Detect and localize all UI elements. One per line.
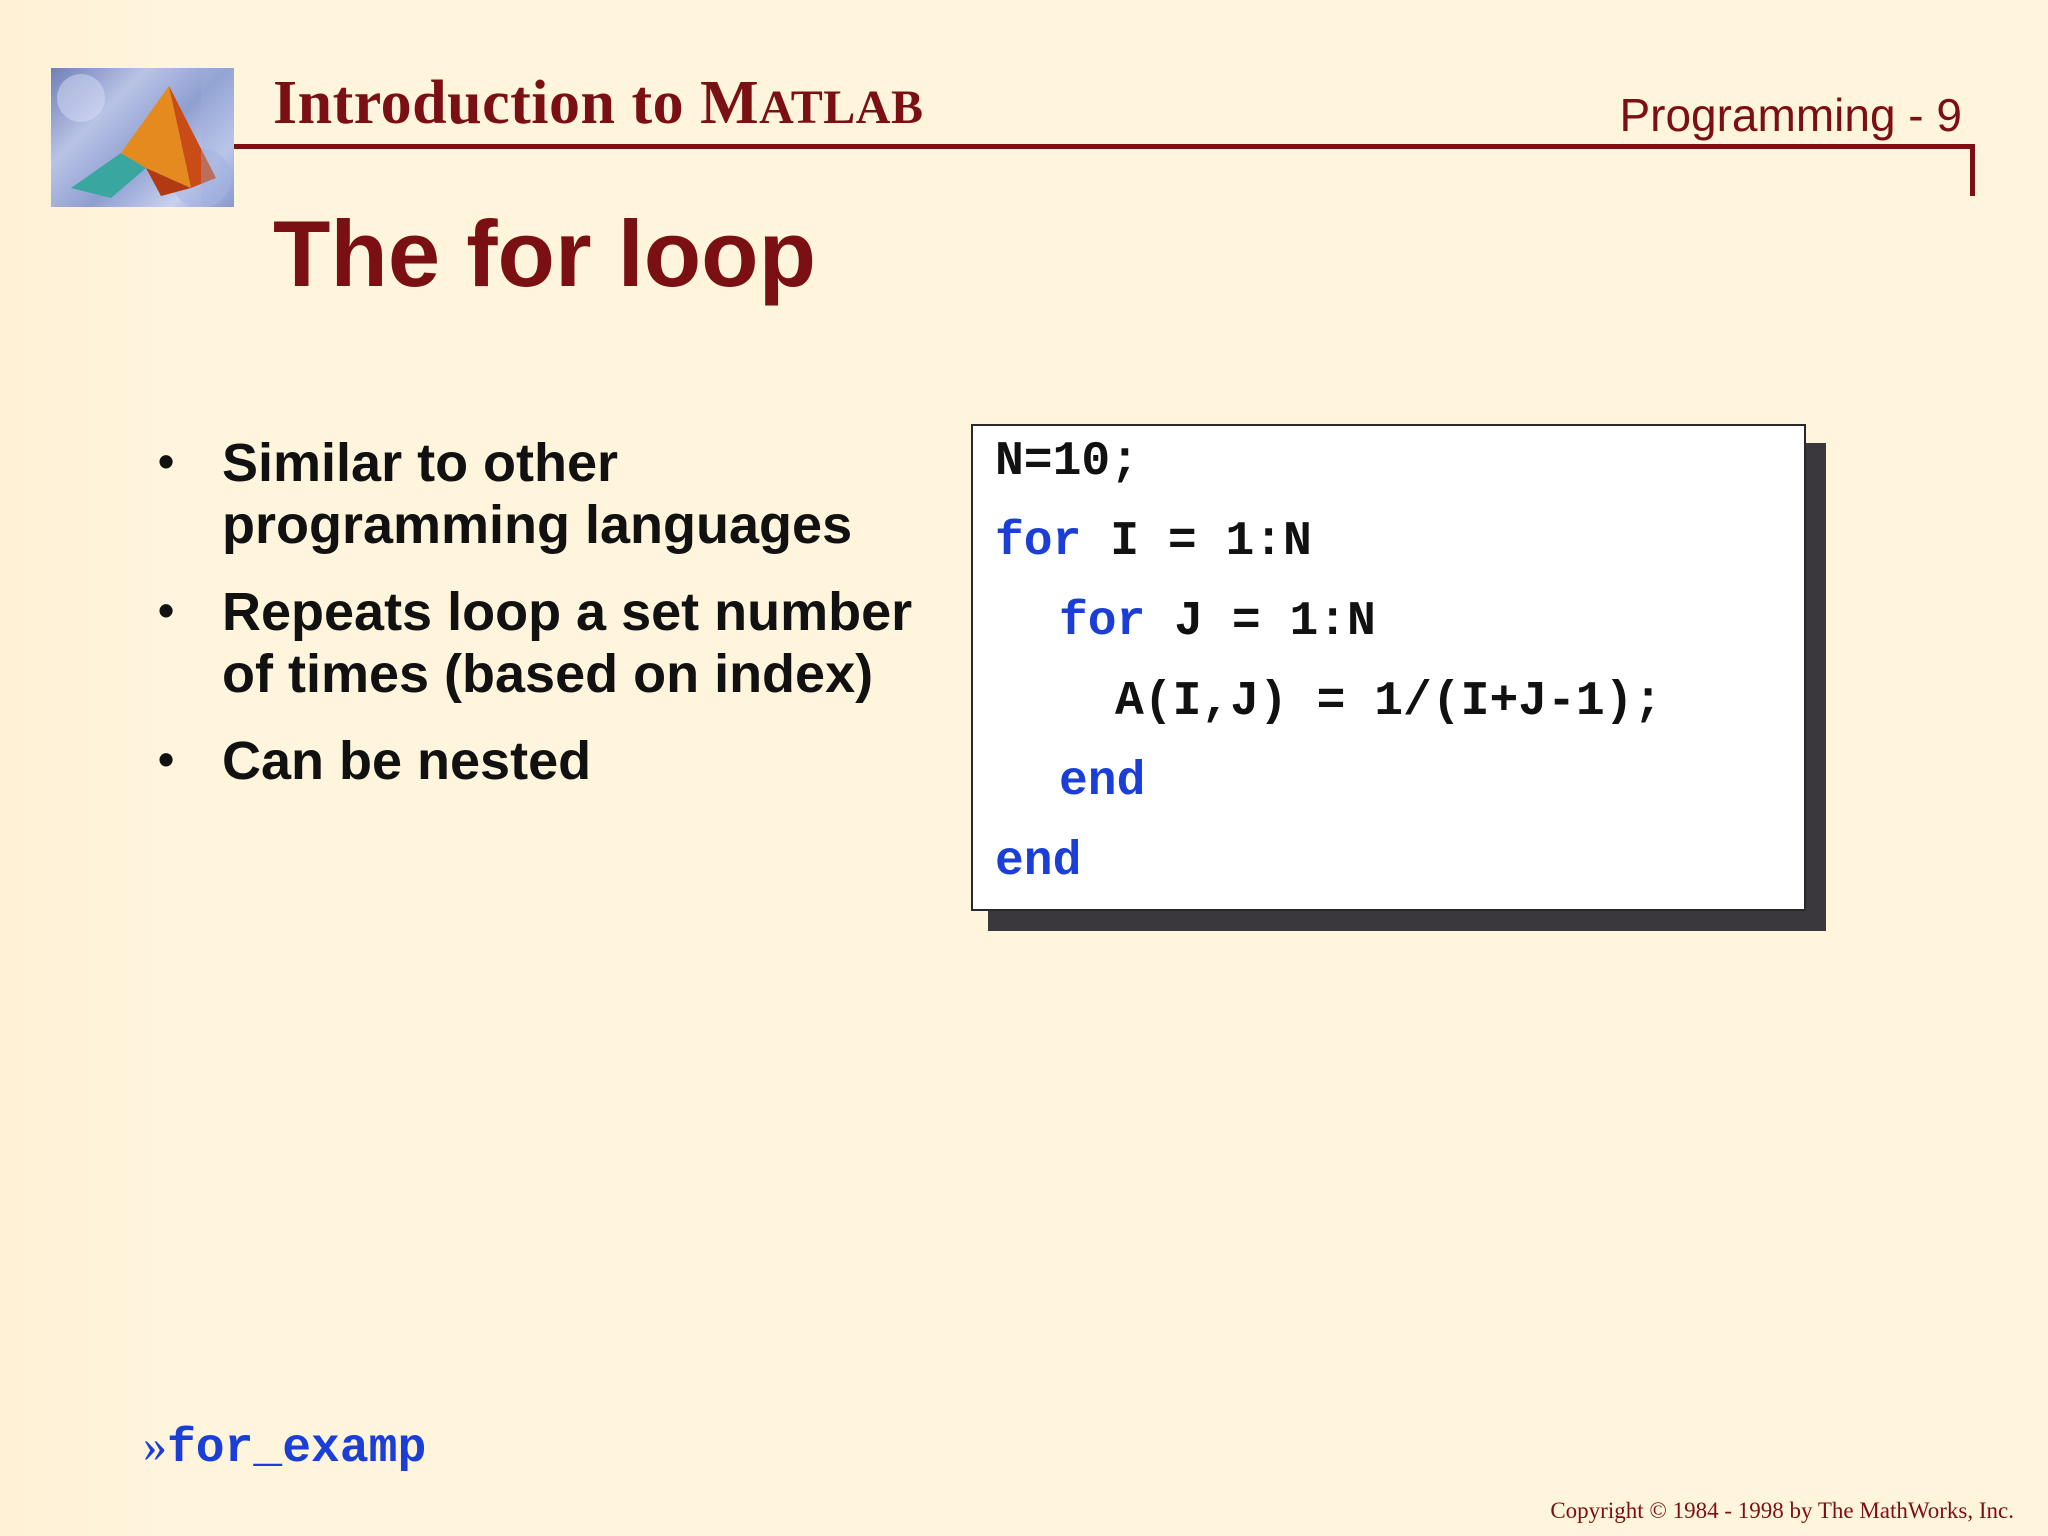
bullet-item: • Similar to other programming languages bbox=[158, 433, 853, 555]
bullet-item: • Can be nested bbox=[158, 731, 592, 791]
copyright-notice: Copyright © 1984 - 1998 by The MathWorks, Inc. bbox=[1550, 1498, 2014, 1523]
left-shade-band bbox=[0, 0, 165, 1536]
page-indicator: Programming - 9 bbox=[1619, 89, 1962, 141]
bullet-icon: • bbox=[158, 733, 175, 785]
code-line-6: end bbox=[995, 835, 1082, 889]
presentation-title: Introduction to MATLAB bbox=[273, 69, 924, 137]
matlab-logo-icon bbox=[51, 68, 234, 207]
code-line-1: N=10; bbox=[995, 435, 1140, 489]
header-rule-tick bbox=[1970, 144, 1975, 196]
bullet-list bbox=[156, 432, 916, 817]
code-line-2: for I = 1:N bbox=[995, 515, 1312, 569]
bullet-icon: • bbox=[158, 584, 175, 636]
code-line-3: for J = 1:N bbox=[1059, 595, 1376, 649]
demo-command-text: for_examp bbox=[167, 1422, 427, 1476]
demo-command-link[interactable] bbox=[143, 1418, 426, 1476]
header-rule bbox=[234, 144, 1975, 149]
bullet-icon: • bbox=[158, 435, 175, 487]
slide-title: The for loop bbox=[273, 201, 817, 306]
prompt-chevron-icon: » bbox=[143, 1419, 167, 1472]
code-line-4: A(I,J) = 1/(I+J-1); bbox=[1115, 675, 1663, 729]
bullet-item: • Repeats loop a set number of times (based on index) bbox=[158, 582, 913, 704]
code-line-5: end bbox=[1059, 755, 1146, 809]
code-example-box bbox=[971, 424, 1806, 911]
